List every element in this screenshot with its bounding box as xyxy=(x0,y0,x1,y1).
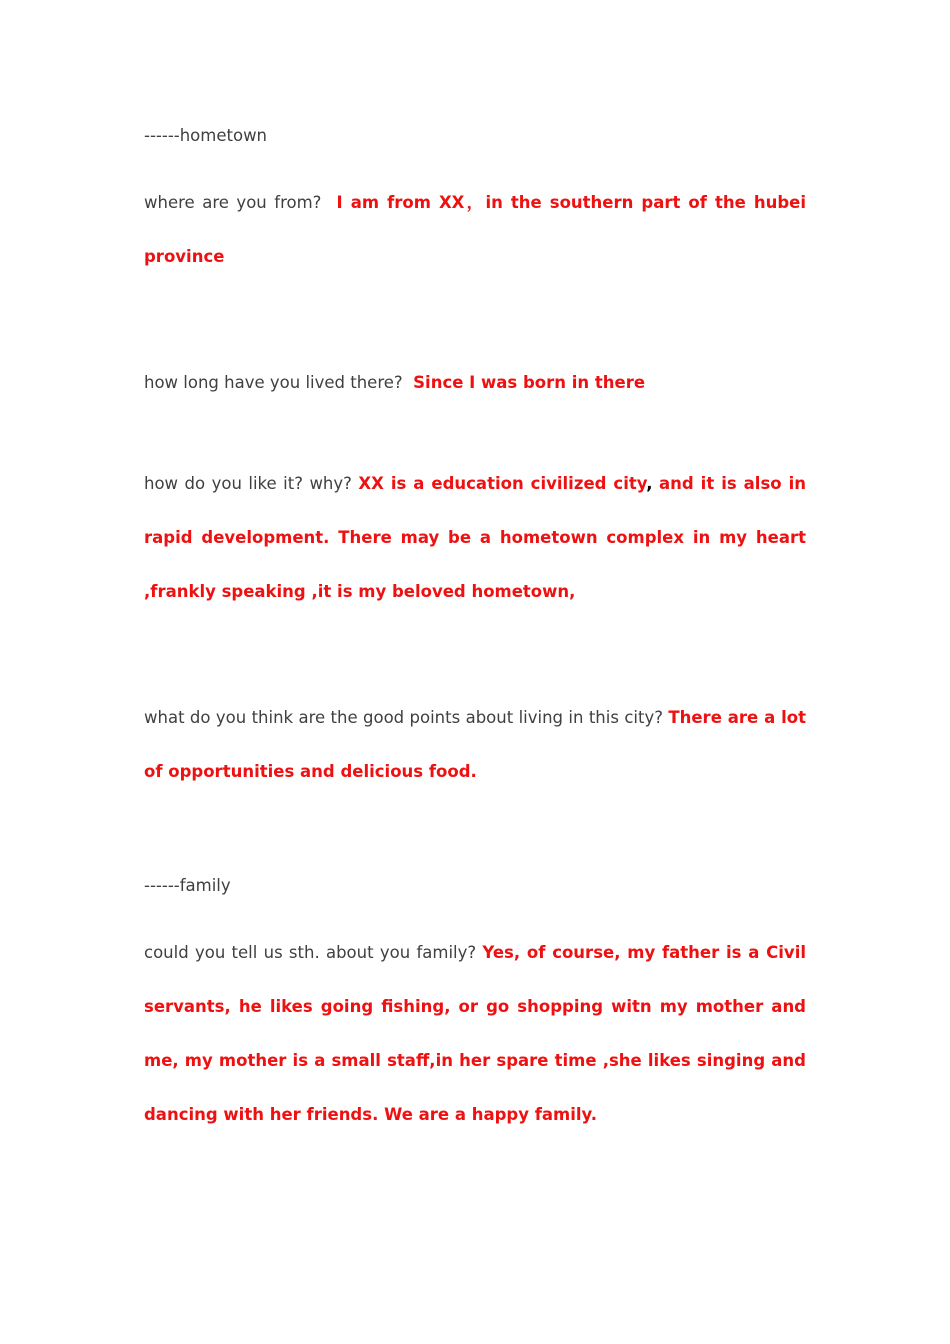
question-text: how do you like it? why? xyxy=(144,474,352,493)
answer-text: I am from XX，in the southern part of the hubei province xyxy=(144,193,806,266)
section-heading-hometown: ------hometown xyxy=(144,126,268,145)
answer-text: There are a lot of opportunities and delicious food. xyxy=(144,708,807,781)
question-text: how long have you lived there? xyxy=(144,373,403,392)
question-text: could you tell us sth. about you family? xyxy=(144,943,477,962)
answer-separator: , xyxy=(646,474,653,493)
qa-where-from xyxy=(144,176,806,284)
qa-family xyxy=(144,926,806,1142)
question-text: where are you from? xyxy=(144,193,322,212)
answer-text: Yes, of course, my father is a Civil servants, he likes going fishing, or go shopping witn my mother and me, my mother is a small staff,in her spare time ,she likes singing and dancing with her friends. We are a happy family. xyxy=(144,943,807,1124)
answer-text: Since I was born in there xyxy=(413,373,646,392)
document-body xyxy=(144,122,806,1142)
qa-how-long xyxy=(144,356,806,410)
qa-how-like xyxy=(144,457,806,619)
question-text: what do you think are the good points about living in this city? xyxy=(144,708,663,727)
qa-good-points xyxy=(144,691,806,799)
answer-text-part1: XX is a education civilized city xyxy=(358,474,647,493)
answer-text-part2: and it is also in rapid development. There may be a hometown complex in my heart ,frankly speaking ,it is my beloved hometown, xyxy=(144,474,806,601)
section-heading-family: ------family xyxy=(144,876,231,895)
